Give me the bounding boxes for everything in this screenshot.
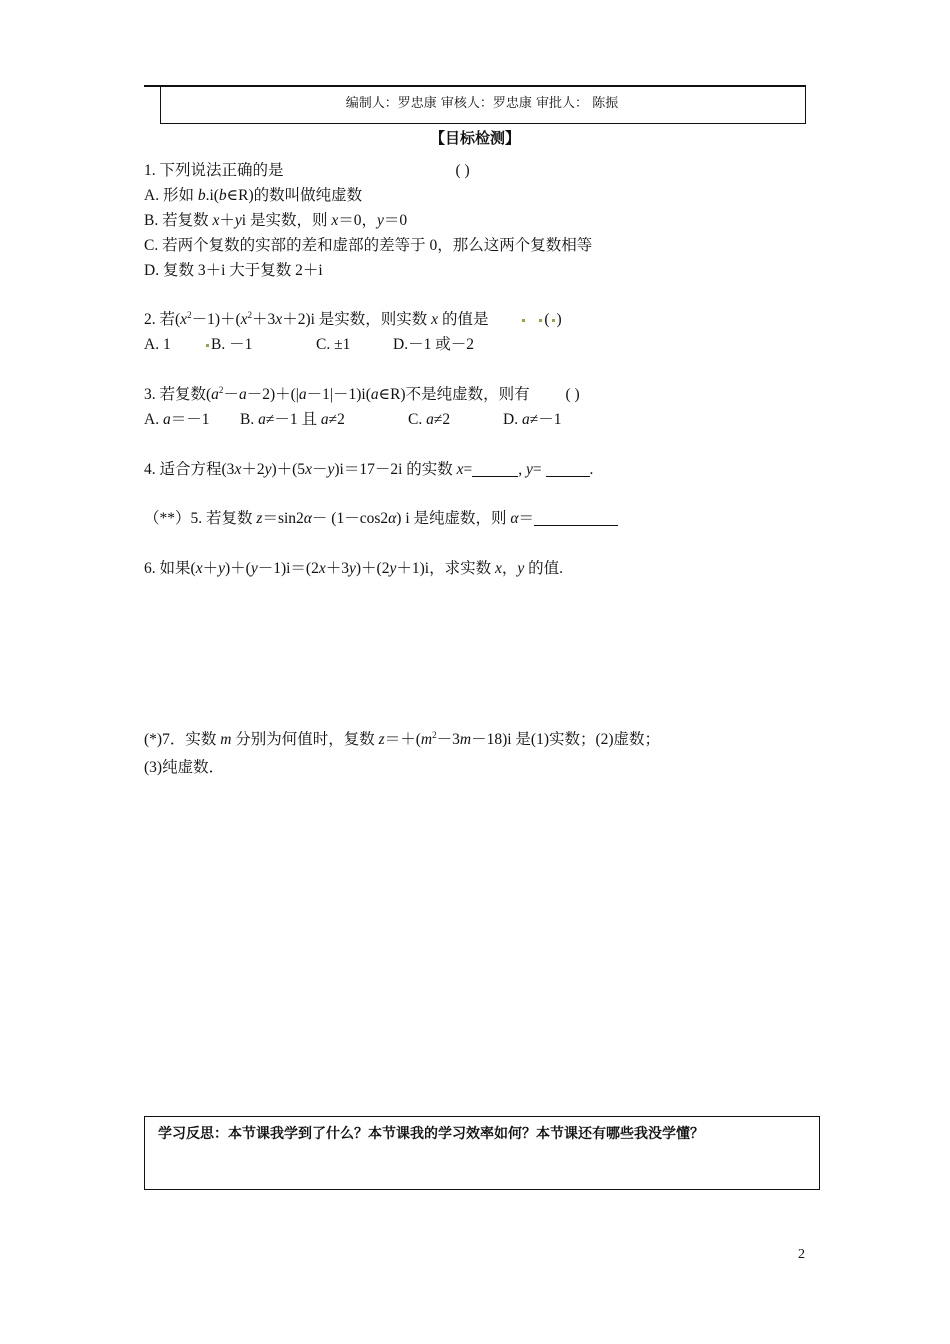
q2-stem: 2. 若$(x^2-1)+(x^2+3x+2)i$ 是实数，则实数 x 的值是 ( ) (144, 310, 562, 328)
q3-stem: 3. 若复数$(a^2-a-2)+(|a-1|-1)i(a\in R)$不是纯虚数，则有 ( ) (144, 385, 580, 403)
section-title: 【目标检测】 (429, 129, 520, 147)
q3-option-c: C. a≠2 (408, 411, 451, 428)
q7-line1: (*)7．实数 m 分别为何值时，复数 $z=+(m^2-3m-18)i$ 是(1)实数；(2)虚数； (144, 730, 661, 748)
reflection-text: 学习反思：本节课我学到了什么？本节课我的学习效率如何？本节课还有哪些我没学懂？ (158, 1126, 704, 1142)
q2-option-c: C. ±1 (316, 336, 351, 353)
q4-stem: 4. 适合方程(3x＋2y)＋(5x－y)i＝17－2i 的实数 x= , y= . (144, 461, 594, 478)
q1-option-a: A. 形如 b.i(b∈R)的数叫做纯虚数 (144, 187, 363, 204)
q3-option-d: D. a≠－1 (503, 411, 562, 428)
q3-option-a: A. a＝－1 (144, 411, 210, 428)
q2-option-b: B. －1 (204, 334, 252, 356)
header-credits: 编制人：罗忠康 审核人：罗忠康 审批人： 陈振 (345, 96, 619, 111)
q1-option-b: B. 若复数 x＋yi 是实数，则 x＝0，y＝0 (144, 212, 408, 229)
q6-stem: 6. 如果(x＋y)＋(y－1)i＝(2x＋3y)＋(2y＋1)i，求实数 x，y 的值. (144, 560, 564, 577)
q1-stem: 1. 下列说法正确的是 ( ) (144, 162, 470, 179)
q5-stem: （**）5. 若复数 z＝sin2α－ (1－cos2α) i 是纯虚数，则 α＝ (144, 508, 618, 530)
q3-option-b: B. a≠－1 且 a≠2 (240, 411, 345, 428)
q1-option-c: C. 若两个复数的实部的差和虚部的差等于 0，那么这两个复数相等 (144, 237, 593, 254)
q2-option-d: D.－1 或－2 (393, 336, 474, 353)
q7-line2: (3)纯虚数． (144, 759, 225, 776)
page-number: 2 (798, 1247, 805, 1262)
q1-option-d: D. 复数 3＋i 大于复数 2＋i (144, 262, 323, 279)
q2-option-a: A. 1 (144, 336, 171, 353)
